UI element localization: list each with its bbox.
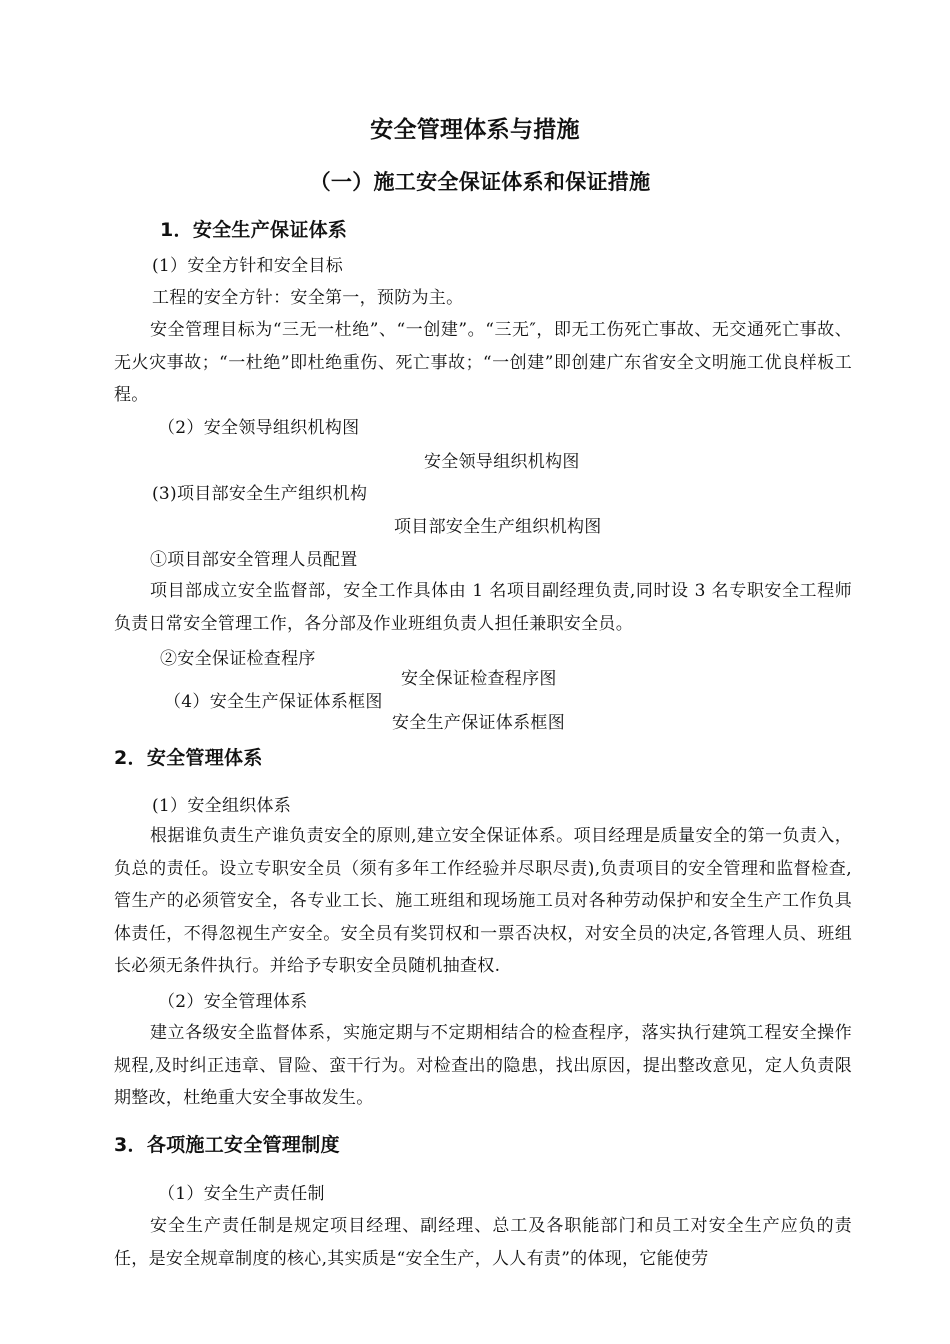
section-1-heading: 1．安全生产保证体系: [160, 219, 348, 241]
s1-item-1-label: (1）安全方针和安全目标: [152, 256, 344, 276]
s1-item-2-label: （2）安全领导组织机构图: [158, 418, 360, 438]
s2-management-paragraph: 建立各级安全监督体系，实施定期与不定期相结合的检查程序，落实执行建筑工程安全操作规程,及时纠正违章、冒险、蛮干行为。对检查出的隐患，找出原因，提出整改意见，定人负责限期整改，杜绝重大安全事故发生。: [114, 1023, 852, 1108]
s3-item-1-label: （1）安全生产责任制: [158, 1184, 325, 1204]
figure-caption-framework: 安全生产保证体系框图: [392, 713, 565, 733]
s1-item-3-label: (3)项目部安全生产组织机构: [152, 484, 368, 504]
document-title: 安全管理体系与措施: [370, 117, 580, 143]
s2-item-2-label: （2）安全管理体系: [158, 992, 308, 1012]
figure-caption-leadership: 安全领导组织机构图: [424, 452, 580, 472]
s1-safety-policy: 工程的安全方针：安全第一，预防为主。: [152, 288, 464, 308]
s2-organization-paragraph: 根据谁负责生产谁负责安全的原则,建立安全保证体系。项目经理是质量安全的第一负责入，负总的责任。设立专职安全员（须有多年工作经验并尽职尽责),负责项目的安全管理和监督检查,管生产的必须管安全，各专业工长、施工班组和现场施工员对各种劳动保护和安全生产工作负具体责任，不得忽视生产安全。安全员有奖罚权和一票否决权，对安全员的决定,各管理人员、班组长必须无条件执行。并给予专职安全员随机抽查权.: [114, 826, 852, 976]
s1-item-4-label: （4）安全生产保证体系框图: [164, 692, 383, 712]
s1-subitem-inspection: ②安全保证检查程序: [160, 649, 316, 669]
figure-caption-organization: 项目部安全生产组织机构图: [394, 517, 602, 537]
s3-responsibility-paragraph: 安全生产责任制是规定项目经理、副经理、总工及各职能部门和员工对安全生产应负的责任，是安全规章制度的核心,其实质是“安全生产，人人有责”的体现，它能使劳: [114, 1216, 852, 1269]
section-subtitle: （一）施工安全保证体系和保证措施: [309, 170, 651, 194]
s1-subitem-staffing: ①项目部安全管理人员配置: [150, 550, 358, 570]
figure-caption-inspection: 安全保证检查程序图: [401, 669, 557, 689]
s1-staffing-paragraph: 项目部成立安全监督部，安全工作具体由 1 名项目副经理负责,同时设 3 名专职安全工程师负责日常安全管理工作，各分部及作业班组负责人担任兼职安全员。: [114, 581, 852, 634]
section-2-heading: 2．安全管理体系: [114, 747, 263, 769]
s2-item-1-label: (1）安全组织体系: [152, 796, 292, 816]
section-3-heading: 3．各项施工安全管理制度: [114, 1134, 340, 1156]
s1-safety-goal-paragraph: 安全管理目标为“三无一杜绝”、“一创建”。“三无″，即无工伤死亡事故、无交通死亡事故、无火灾事故；“一杜绝”即杜绝重伤、死亡事故；“一创建”即创建广东省安全文明施工优良样板工程。: [114, 320, 852, 405]
